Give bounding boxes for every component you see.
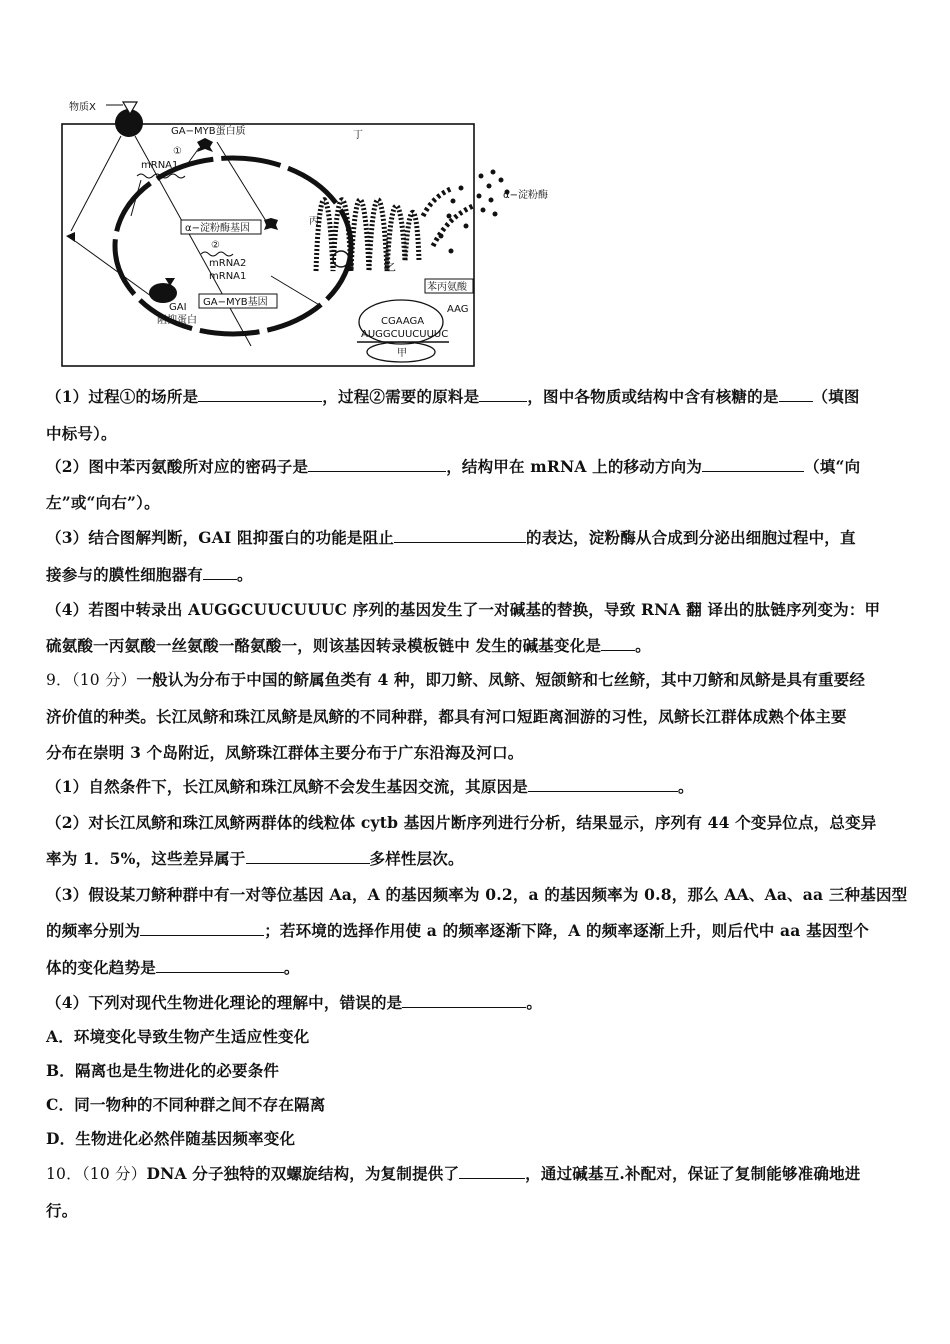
label-ga-myb-protein: GA−MYB蛋白质: [171, 126, 246, 137]
label-bing: 丙: [309, 216, 319, 227]
cell-diagram: [61, 96, 551, 368]
gai-repressor-shape: [149, 283, 177, 303]
blank[interactable]: [601, 636, 635, 651]
q8-part2-cont: 左”或“向右”）。: [46, 493, 160, 512]
label-mrna-seq: AUGGCUUCUUUC: [361, 329, 449, 340]
blank[interactable]: [459, 1164, 525, 1179]
q10-line1: 10．（10 分）DNA 分子独特的双螺旋结构，为复制提供了 ，通过碱基互.补配对，保证了复制能够准确地进: [46, 1164, 861, 1183]
blank[interactable]: [198, 387, 322, 402]
q9-part4: （4）下列对现代生物进化理论的理解中，错误的是 。: [46, 993, 543, 1012]
q9-part3: （3）假设某刀鲚种群中有一对等位基因 Aa，A 的基因频率为 0.2，a 的基因频率为 0.8，那么 AA、Aa、aa 三种基因型: [46, 885, 908, 904]
label-jia: 甲: [397, 348, 407, 359]
blank[interactable]: [402, 993, 526, 1008]
blank[interactable]: [779, 387, 813, 402]
label-ding: 丁: [353, 130, 363, 141]
label-repressor: 阻抑蛋白: [157, 315, 197, 326]
blank[interactable]: [702, 457, 804, 472]
q9-option-b[interactable]: B．隔离也是生物进化的必要条件: [46, 1061, 280, 1080]
blank[interactable]: [308, 457, 446, 472]
q9-intro-line1: 9．（10 分）一般认为分布于中国的鲚属鱼类有 4 种，即刀鲚、凤鲚、短颌鲚和七丝鲚，其中刀鲚和凤鲚是具有重要经: [46, 670, 866, 689]
label-cgaaga: CGAAGA: [381, 316, 425, 327]
label-mrna1-bottom: mRNA1: [209, 271, 247, 282]
q9-part3-cont2: 体的变化趋势是 。: [46, 958, 300, 977]
blank[interactable]: [479, 387, 527, 402]
label-phe: 苯丙氨酸: [427, 282, 467, 293]
blank[interactable]: [203, 565, 237, 580]
label-gai: GAI: [169, 302, 187, 313]
q9-option-a[interactable]: A．环境变化导致生物产生适应性变化: [46, 1027, 310, 1046]
q9-part2-cont: 率为 1．5%，这些差异属于 多样性层次。: [46, 849, 464, 868]
label-mrna2: mRNA2: [209, 258, 247, 269]
label-mark1: ①: [173, 146, 182, 157]
label-alpha-amylase-outside: α−淀粉酶: [503, 190, 548, 201]
q8-part4-cont: 硫氨酸一丙氨酸一丝氨酸一酪氨酸一，则该基因转录模板链中 发生的碱基变化是 。: [46, 636, 651, 655]
blank[interactable]: [156, 958, 284, 973]
label-aag: AAG: [447, 304, 469, 315]
q9-intro-line2: 济价值的种类。长江凤鲚和珠江凤鲚是凤鲚的不同种群，都具有河口短距离洄游的习性，凤鲚长江群体成熟个体主要: [46, 707, 847, 726]
q9-part2: （2）对长江凤鲚和珠江凤鲚两群体的线粒体 cytb 基因片断序列进行分析，结果显示，序列有 44 个变异位点，总变异: [46, 813, 877, 832]
q10-score: （10 分）: [81, 1165, 147, 1183]
blank[interactable]: [246, 849, 370, 864]
q9-option-c[interactable]: C．同一物种的不同种群之间不存在隔离: [46, 1095, 326, 1114]
q9-part1: （1）自然条件下，长江凤鲚和珠江凤鲚不会发生基因交流，其原因是 。: [46, 777, 694, 796]
q8-part2: （2）图中苯丙氨酸所对应的密码子是 ，结构甲在 mRNA 上的移动方向为 （填“向: [46, 457, 861, 476]
rough-er: [316, 200, 419, 271]
q8-part4: （4）若图中转录出 AUGGCUUCUUUC 序列的基因发生了一对碱基的替换，导致 RNA 翻 译出的肽链序列变为：甲: [46, 600, 881, 619]
q8-part1-cont: 中标号）。: [46, 424, 117, 443]
blank[interactable]: [528, 777, 678, 792]
q8-part3-cont: 接参与的膜性细胞器有 。: [46, 565, 253, 584]
cell-diagram-svg: [61, 96, 551, 368]
q9-part3-cont: 的频率分别为 ；若环境的选择作用使 a 的频率逐渐下降，A 的频率逐渐上升，则后代中 aa 基因型个: [46, 921, 869, 940]
blank[interactable]: [140, 921, 264, 936]
label-ga-myb-gene: GA−MYB基因: [203, 297, 268, 308]
q8-part1: （1）过程①的场所是 ，过程②需要的原料是 ，图中各物质或结构中含有核糖的是 （填图: [46, 387, 860, 406]
label-yi: 乙: [386, 263, 396, 274]
q9-number: 9．: [46, 671, 72, 689]
label-mrna1-top: mRNA1: [141, 160, 179, 171]
ga-myb-protein-shape: [197, 138, 213, 152]
q9-option-d[interactable]: D．生物进化必然伴随基因频率变化: [46, 1129, 296, 1148]
q9-intro-line3: 分布在崇明 3 个岛附近，凤鲚珠江群体主要分布于广东沿海及河口。: [46, 743, 524, 762]
blank[interactable]: [394, 528, 526, 543]
signal-triangle: [66, 232, 75, 242]
q10-line2: 行。: [46, 1201, 78, 1220]
gene-binding-shape: [264, 218, 278, 230]
label-alpha-gene: α−淀粉酶基因: [185, 223, 250, 234]
q9-score: （10 分）: [71, 671, 137, 689]
label-mark2: ②: [211, 240, 220, 251]
q8-part3: （3）结合图解判断，GAI 阻抑蛋白的功能是阻止 的表达，淀粉酶从合成到分泌出细胞过程中，直: [46, 528, 856, 547]
label-substance-x: 物质X: [69, 102, 96, 113]
q10-number: 10．: [46, 1165, 82, 1183]
